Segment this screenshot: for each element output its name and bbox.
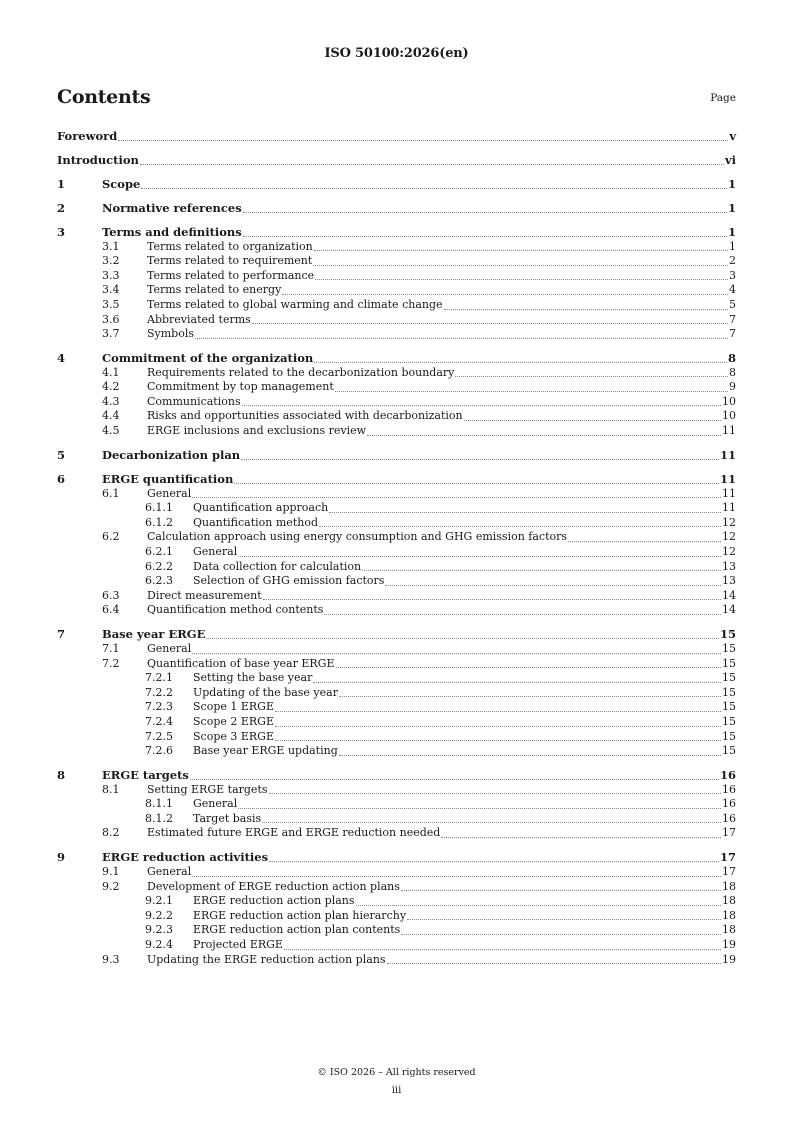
toc-entry-title[interactable]: Communications: [147, 394, 241, 408]
dot-leader: [241, 458, 719, 460]
toc-entry[interactable]: [57, 501, 736, 516]
toc-entry-number: 9.2: [102, 879, 120, 893]
toc-entry[interactable]: [57, 657, 736, 672]
dot-leader: [324, 613, 721, 615]
toc-entry-title[interactable]: Symbols: [147, 327, 195, 341]
toc-entry-page[interactable]: 11: [719, 448, 736, 463]
toc-entry-page[interactable]: 12: [722, 544, 736, 558]
dot-leader: [319, 525, 721, 527]
dot-leader: [441, 836, 721, 838]
toc-entry-number: 4.4: [102, 409, 120, 423]
toc-entry[interactable]: [57, 395, 736, 410]
toc-entry-number: 4.2: [102, 380, 120, 394]
dot-leader: [401, 889, 721, 891]
toc-entry-page[interactable]: 1: [727, 176, 736, 191]
toc-entry-page[interactable]: 8: [729, 365, 736, 379]
toc-entry-page[interactable]: 4: [729, 283, 736, 297]
toc-entry[interactable]: [57, 923, 736, 938]
toc-entry-number: 8.1: [102, 782, 120, 796]
toc-entry-page[interactable]: 7: [729, 312, 736, 326]
toc-entry-page[interactable]: 18: [722, 879, 736, 893]
toc-entry[interactable]: [57, 812, 736, 827]
toc-entry-number: 1: [57, 176, 66, 191]
dot-leader: [269, 860, 719, 862]
toc-entry-title[interactable]: Introduction: [57, 152, 139, 167]
toc-entry-title[interactable]: Data collection for calculation: [193, 559, 362, 573]
toc-entry[interactable]: [57, 589, 736, 604]
dot-leader: [192, 875, 721, 877]
toc-entry[interactable]: [57, 953, 736, 968]
toc-entry[interactable]: [57, 574, 736, 589]
toc-entry[interactable]: [57, 516, 736, 531]
toc-entry-title[interactable]: Foreword: [57, 129, 118, 143]
toc-entry-page[interactable]: 1: [727, 200, 736, 215]
dot-leader: [284, 948, 721, 950]
toc-entry-number: 6.2.3: [145, 574, 173, 588]
toc-entry-title[interactable]: General: [147, 641, 192, 655]
dot-leader: [238, 555, 721, 557]
toc-entry[interactable]: [57, 894, 736, 909]
toc-entry[interactable]: [57, 254, 736, 269]
toc-entry[interactable]: [57, 686, 736, 701]
toc-entry-title[interactable]: Abbreviated terms: [147, 312, 251, 326]
toc-entry-number: 2: [57, 200, 66, 215]
page-number: iii: [391, 1085, 402, 1096]
toc-entry-number: 4.3: [102, 394, 120, 408]
toc-entry-title[interactable]: Normative references: [102, 200, 242, 215]
toc-entry-number: 3: [57, 224, 66, 239]
toc-entry-page[interactable]: 18: [722, 908, 736, 922]
toc-entry-number: 7.2.1: [145, 671, 173, 685]
toc-entry-title[interactable]: Terms related to energy: [147, 283, 282, 297]
toc-entry[interactable]: [57, 530, 736, 545]
toc-entry[interactable]: [57, 153, 736, 168]
toc-entry-page[interactable]: 15: [722, 700, 736, 714]
toc-entry-number: 7.2: [102, 656, 120, 670]
toc-entry[interactable]: [57, 603, 736, 618]
dot-leader: [455, 375, 728, 377]
toc-entry-number: 9.1: [102, 865, 120, 879]
toc-entry[interactable]: [57, 880, 736, 895]
toc-entry-page[interactable]: 8: [727, 351, 736, 366]
toc-entry-page[interactable]: 15: [722, 641, 736, 655]
toc-entry-number: 4: [57, 351, 66, 366]
toc-entry[interactable]: [57, 797, 736, 812]
toc-entry-number: 3.5: [102, 297, 120, 311]
toc-entry-title[interactable]: ERGE reduction action plan hierarchy: [193, 908, 407, 922]
toc-entry-number: 4.5: [102, 424, 120, 438]
toc-entry-page[interactable]: 15: [719, 627, 736, 642]
toc-entry-number: 8.1.2: [145, 811, 173, 825]
toc-entry-title[interactable]: Setting the base year: [193, 671, 313, 685]
copyright-footer: © ISO 2026 – All rights reserved: [317, 1067, 476, 1078]
toc-entry-number: 8.2: [102, 826, 120, 840]
toc-entry-title[interactable]: Commitment by top management: [147, 380, 334, 394]
toc-entry-page[interactable]: 12: [722, 515, 736, 529]
toc-entry[interactable]: [57, 269, 736, 284]
toc-entry-number: 3.2: [102, 254, 120, 268]
toc-entry-title[interactable]: Scope: [102, 176, 141, 191]
toc-entry-page[interactable]: 15: [722, 671, 736, 685]
dot-leader: [243, 235, 727, 237]
toc-entry-page[interactable]: 18: [722, 894, 736, 908]
toc-entry-number: 6.2: [102, 530, 120, 544]
toc-entry-page[interactable]: 13: [722, 574, 736, 588]
dot-leader: [314, 249, 728, 251]
toc-entry-title[interactable]: ERGE reduction activities: [102, 850, 269, 865]
toc-entry-title[interactable]: ERGE inclusions and exclusions review: [147, 424, 367, 438]
toc-entry[interactable]: [57, 826, 736, 841]
toc-entry-number: 6.1.1: [145, 501, 173, 515]
dot-leader: [336, 666, 722, 668]
toc-entry-page[interactable]: 1: [729, 239, 736, 253]
toc-entry-number: 9.2.4: [145, 938, 173, 951]
dot-leader: [263, 598, 721, 600]
toc-entry-page[interactable]: 19: [722, 938, 736, 951]
toc-entry-title[interactable]: General: [193, 797, 238, 811]
toc-entry-title[interactable]: ERGE quantification: [102, 472, 234, 487]
dot-leader: [195, 337, 728, 339]
toc-entry-number: 7.2.5: [145, 729, 173, 743]
toc-entry[interactable]: [57, 472, 736, 487]
toc-entry-number: 7.2.2: [145, 685, 173, 699]
toc-entry-page[interactable]: 16: [722, 782, 736, 796]
toc-entry-title[interactable]: Base year ERGE: [102, 627, 206, 642]
toc-entry-number: 6.4: [102, 603, 120, 617]
toc-entry-number: 7.1: [102, 641, 120, 655]
toc-entry-number: 8.1.1: [145, 797, 173, 811]
dot-leader: [329, 511, 721, 513]
dot-leader: [238, 807, 721, 809]
toc-entry[interactable]: [57, 545, 736, 560]
toc-entry-title[interactable]: Terms and definitions: [102, 224, 242, 239]
toc-entry-title[interactable]: Projected ERGE: [193, 938, 283, 951]
toc-entry-title[interactable]: General: [193, 544, 238, 558]
toc-entry-number: 8: [57, 768, 66, 783]
toc-entry-number: 6: [57, 472, 66, 487]
toc-entry-title[interactable]: Quantification of base year ERGE: [147, 656, 335, 670]
toc-entry[interactable]: [57, 560, 736, 575]
dot-leader: [401, 933, 721, 935]
toc-entry-number: 3.1: [102, 239, 120, 253]
dot-leader: [339, 754, 721, 756]
dot-leader: [242, 404, 721, 406]
dot-leader: [275, 725, 721, 727]
dot-leader: [262, 821, 721, 823]
toc-entry-page[interactable]: vi: [724, 152, 736, 167]
toc-entry-title[interactable]: General: [147, 865, 192, 879]
toc-entry-title[interactable]: Commitment of the organization: [102, 351, 314, 366]
toc-entry-number: 9.2.3: [145, 923, 173, 937]
toc-entry-page[interactable]: 5: [729, 297, 736, 311]
toc-entry-page[interactable]: 2: [729, 254, 736, 268]
toc-entry-page[interactable]: 17: [722, 826, 736, 840]
toc-entry-title[interactable]: Quantification method contents: [147, 603, 324, 617]
toc-entry-number: 3.7: [102, 327, 120, 341]
toc-entry-title[interactable]: Requirements related to the decarbonization boundary: [147, 365, 455, 379]
dot-leader: [234, 482, 719, 484]
toc-entry[interactable]: [57, 380, 736, 395]
toc-entry-page[interactable]: 15: [722, 744, 736, 758]
dot-leader: [282, 293, 728, 295]
dot-leader: [464, 419, 721, 421]
toc-entry-number: 9.2.1: [145, 894, 173, 908]
dot-leader: [275, 739, 721, 741]
toc-entry-title[interactable]: Terms related to requirement: [147, 254, 313, 268]
toc-entry[interactable]: [57, 700, 736, 715]
toc-entry[interactable]: [57, 909, 736, 924]
toc-entry-title[interactable]: ERGE reduction action plan contents: [193, 923, 401, 937]
document-header: ISO 50100:2026(en): [324, 46, 469, 61]
toc-entry-page[interactable]: 15: [722, 714, 736, 728]
dot-leader: [192, 496, 721, 498]
toc-entry[interactable]: [57, 715, 736, 730]
toc-entry-number: 3.3: [102, 268, 120, 282]
toc-entry-title[interactable]: General: [147, 486, 192, 500]
toc-entry-number: 9: [57, 850, 66, 865]
toc-entry-page[interactable]: 19: [722, 952, 736, 966]
toc-entry-page[interactable]: 16: [722, 797, 736, 811]
toc-entry-page[interactable]: 15: [722, 685, 736, 699]
toc-entry-page[interactable]: 10: [722, 394, 736, 408]
toc-entry-title[interactable]: Terms related to organization: [147, 239, 313, 253]
toc-entry[interactable]: [57, 448, 736, 463]
toc-entry-number: 7: [57, 627, 66, 642]
dot-leader: [444, 308, 728, 310]
toc-entry-page[interactable]: 15: [722, 729, 736, 743]
toc-entry-title[interactable]: Quantification approach: [193, 501, 329, 515]
dot-leader: [362, 569, 721, 571]
toc-entry-title[interactable]: Base year ERGE updating: [193, 744, 338, 758]
toc-entry[interactable]: [57, 627, 736, 642]
toc-entry-page[interactable]: 12: [722, 530, 736, 544]
toc-entry-page[interactable]: 16: [722, 811, 736, 825]
toc-entry-number: 6.3: [102, 588, 120, 602]
toc-entry[interactable]: [57, 129, 736, 144]
toc-entry-title[interactable]: Target basis: [193, 811, 262, 825]
toc-entry-title[interactable]: Decarbonization plan: [102, 448, 241, 463]
toc-entry-number: 7.2.6: [145, 744, 173, 758]
toc-entry-title[interactable]: Selection of GHG emission factors: [193, 574, 385, 588]
toc-entry[interactable]: [57, 850, 736, 865]
dot-leader: [192, 652, 721, 654]
toc-entry[interactable]: [57, 938, 736, 953]
toc-entry-number: 9.2.2: [145, 908, 173, 922]
toc-entry[interactable]: [57, 298, 736, 313]
dot-leader: [118, 139, 728, 141]
toc-entry-page[interactable]: 3: [729, 268, 736, 282]
dot-leader: [339, 695, 721, 697]
dot-leader: [313, 264, 728, 266]
toc-entry-page[interactable]: 17: [719, 850, 736, 865]
toc-entry-number: 6.2.1: [145, 544, 173, 558]
dot-leader: [313, 681, 721, 683]
toc-entry-title[interactable]: Terms related to global warming and climate change: [147, 297, 443, 311]
toc-entry[interactable]: [57, 730, 736, 745]
dot-leader: [140, 163, 724, 165]
toc-entry[interactable]: [57, 409, 736, 424]
toc-entry-title[interactable]: Estimated future ERGE and ERGE reduction needed: [147, 826, 441, 840]
toc-entry-page[interactable]: 17: [722, 865, 736, 879]
toc-entry-title[interactable]: Calculation approach using energy consumption and GHG emission factors: [147, 530, 568, 544]
toc-entry-title[interactable]: Risks and opportunities associated with decarbonization: [147, 409, 463, 423]
toc-entry-title[interactable]: ERGE targets: [102, 768, 189, 783]
toc-entry-title[interactable]: Development of ERGE reduction action plans: [147, 879, 400, 893]
toc-entry[interactable]: [57, 487, 736, 502]
toc-entry-number: 7.2.4: [145, 714, 173, 728]
toc-entry-title[interactable]: Scope 2 ERGE: [193, 714, 274, 728]
toc-entry-page[interactable]: 11: [722, 501, 736, 515]
toc-entry-number: 6.2.2: [145, 559, 173, 573]
dot-leader: [385, 584, 721, 586]
toc-entry-number: 9.3: [102, 952, 120, 966]
toc-entry-page[interactable]: 14: [722, 603, 736, 617]
toc-entry-page[interactable]: 7: [729, 327, 736, 341]
dot-leader: [275, 710, 721, 712]
dot-leader: [314, 361, 727, 363]
toc-entry-number: 4.1: [102, 365, 120, 379]
toc-entry-page[interactable]: 11: [719, 472, 736, 487]
toc-entry[interactable]: [57, 351, 736, 366]
dot-leader: [367, 434, 721, 436]
toc-entry[interactable]: [57, 225, 736, 240]
toc-entry[interactable]: [57, 201, 736, 216]
toc-entry[interactable]: [57, 313, 736, 328]
dot-leader: [269, 792, 721, 794]
dot-leader: [568, 540, 721, 542]
toc-entry-number: 6.1.2: [145, 515, 173, 529]
toc-entry-title[interactable]: Updating of the base year: [193, 685, 338, 699]
toc-entry-title[interactable]: Setting ERGE targets: [147, 782, 268, 796]
toc-entry[interactable]: [57, 671, 736, 686]
dot-leader: [387, 962, 721, 964]
toc-entry-page[interactable]: 14: [722, 588, 736, 602]
dot-leader: [356, 904, 721, 906]
table-of-contents: [57, 129, 736, 967]
dot-leader: [315, 278, 728, 280]
toc-entry-page[interactable]: 18: [722, 923, 736, 937]
toc-entry-page[interactable]: 1: [727, 224, 736, 239]
toc-entry-title[interactable]: Scope 1 ERGE: [193, 700, 274, 714]
toc-entry[interactable]: [57, 642, 736, 657]
toc-entry[interactable]: [57, 366, 736, 381]
toc-entry-page[interactable]: 10: [722, 409, 736, 423]
dot-leader: [206, 637, 719, 639]
toc-entry[interactable]: [57, 177, 736, 192]
toc-entry-number: 5: [57, 448, 66, 463]
toc-entry-title[interactable]: Direct measurement: [147, 588, 262, 602]
toc-entry-number: 6.1: [102, 486, 120, 500]
toc-entry[interactable]: [57, 768, 736, 783]
dot-leader: [141, 187, 727, 189]
dot-leader: [190, 778, 719, 780]
toc-entry-page[interactable]: 11: [722, 486, 736, 500]
toc-entry-page[interactable]: 15: [722, 656, 736, 670]
toc-entry[interactable]: [57, 283, 736, 298]
toc-entry-page[interactable]: 13: [722, 559, 736, 573]
toc-entry[interactable]: [57, 424, 736, 439]
toc-entry[interactable]: [57, 744, 736, 759]
toc-entry-number: 3.6: [102, 312, 120, 326]
toc-entry-title[interactable]: Terms related to performance: [147, 268, 315, 282]
dot-leader: [252, 322, 728, 324]
toc-entry-title[interactable]: ERGE reduction action plans: [193, 894, 355, 908]
toc-entry-title[interactable]: Scope 3 ERGE: [193, 729, 274, 743]
toc-entry-title[interactable]: Quantification method: [193, 515, 318, 529]
toc-entry-number: 3.4: [102, 283, 120, 297]
dot-leader: [335, 390, 728, 392]
toc-entry-title[interactable]: Updating the ERGE reduction action plans: [147, 952, 386, 966]
dot-leader: [407, 918, 721, 920]
toc-entry[interactable]: [57, 865, 736, 880]
toc-entry-page[interactable]: 9: [729, 380, 736, 394]
dot-leader: [243, 211, 727, 213]
page-column-label: Page: [710, 92, 736, 104]
toc-entry[interactable]: [57, 783, 736, 798]
toc-entry-page[interactable]: 16: [719, 768, 736, 783]
contents-heading: Contents: [57, 86, 151, 108]
toc-entry[interactable]: [57, 240, 736, 255]
toc-entry-number: 7.2.3: [145, 700, 173, 714]
toc-entry-page[interactable]: 11: [722, 424, 736, 438]
toc-entry[interactable]: [57, 327, 736, 342]
toc-entry-page[interactable]: v: [729, 129, 736, 143]
